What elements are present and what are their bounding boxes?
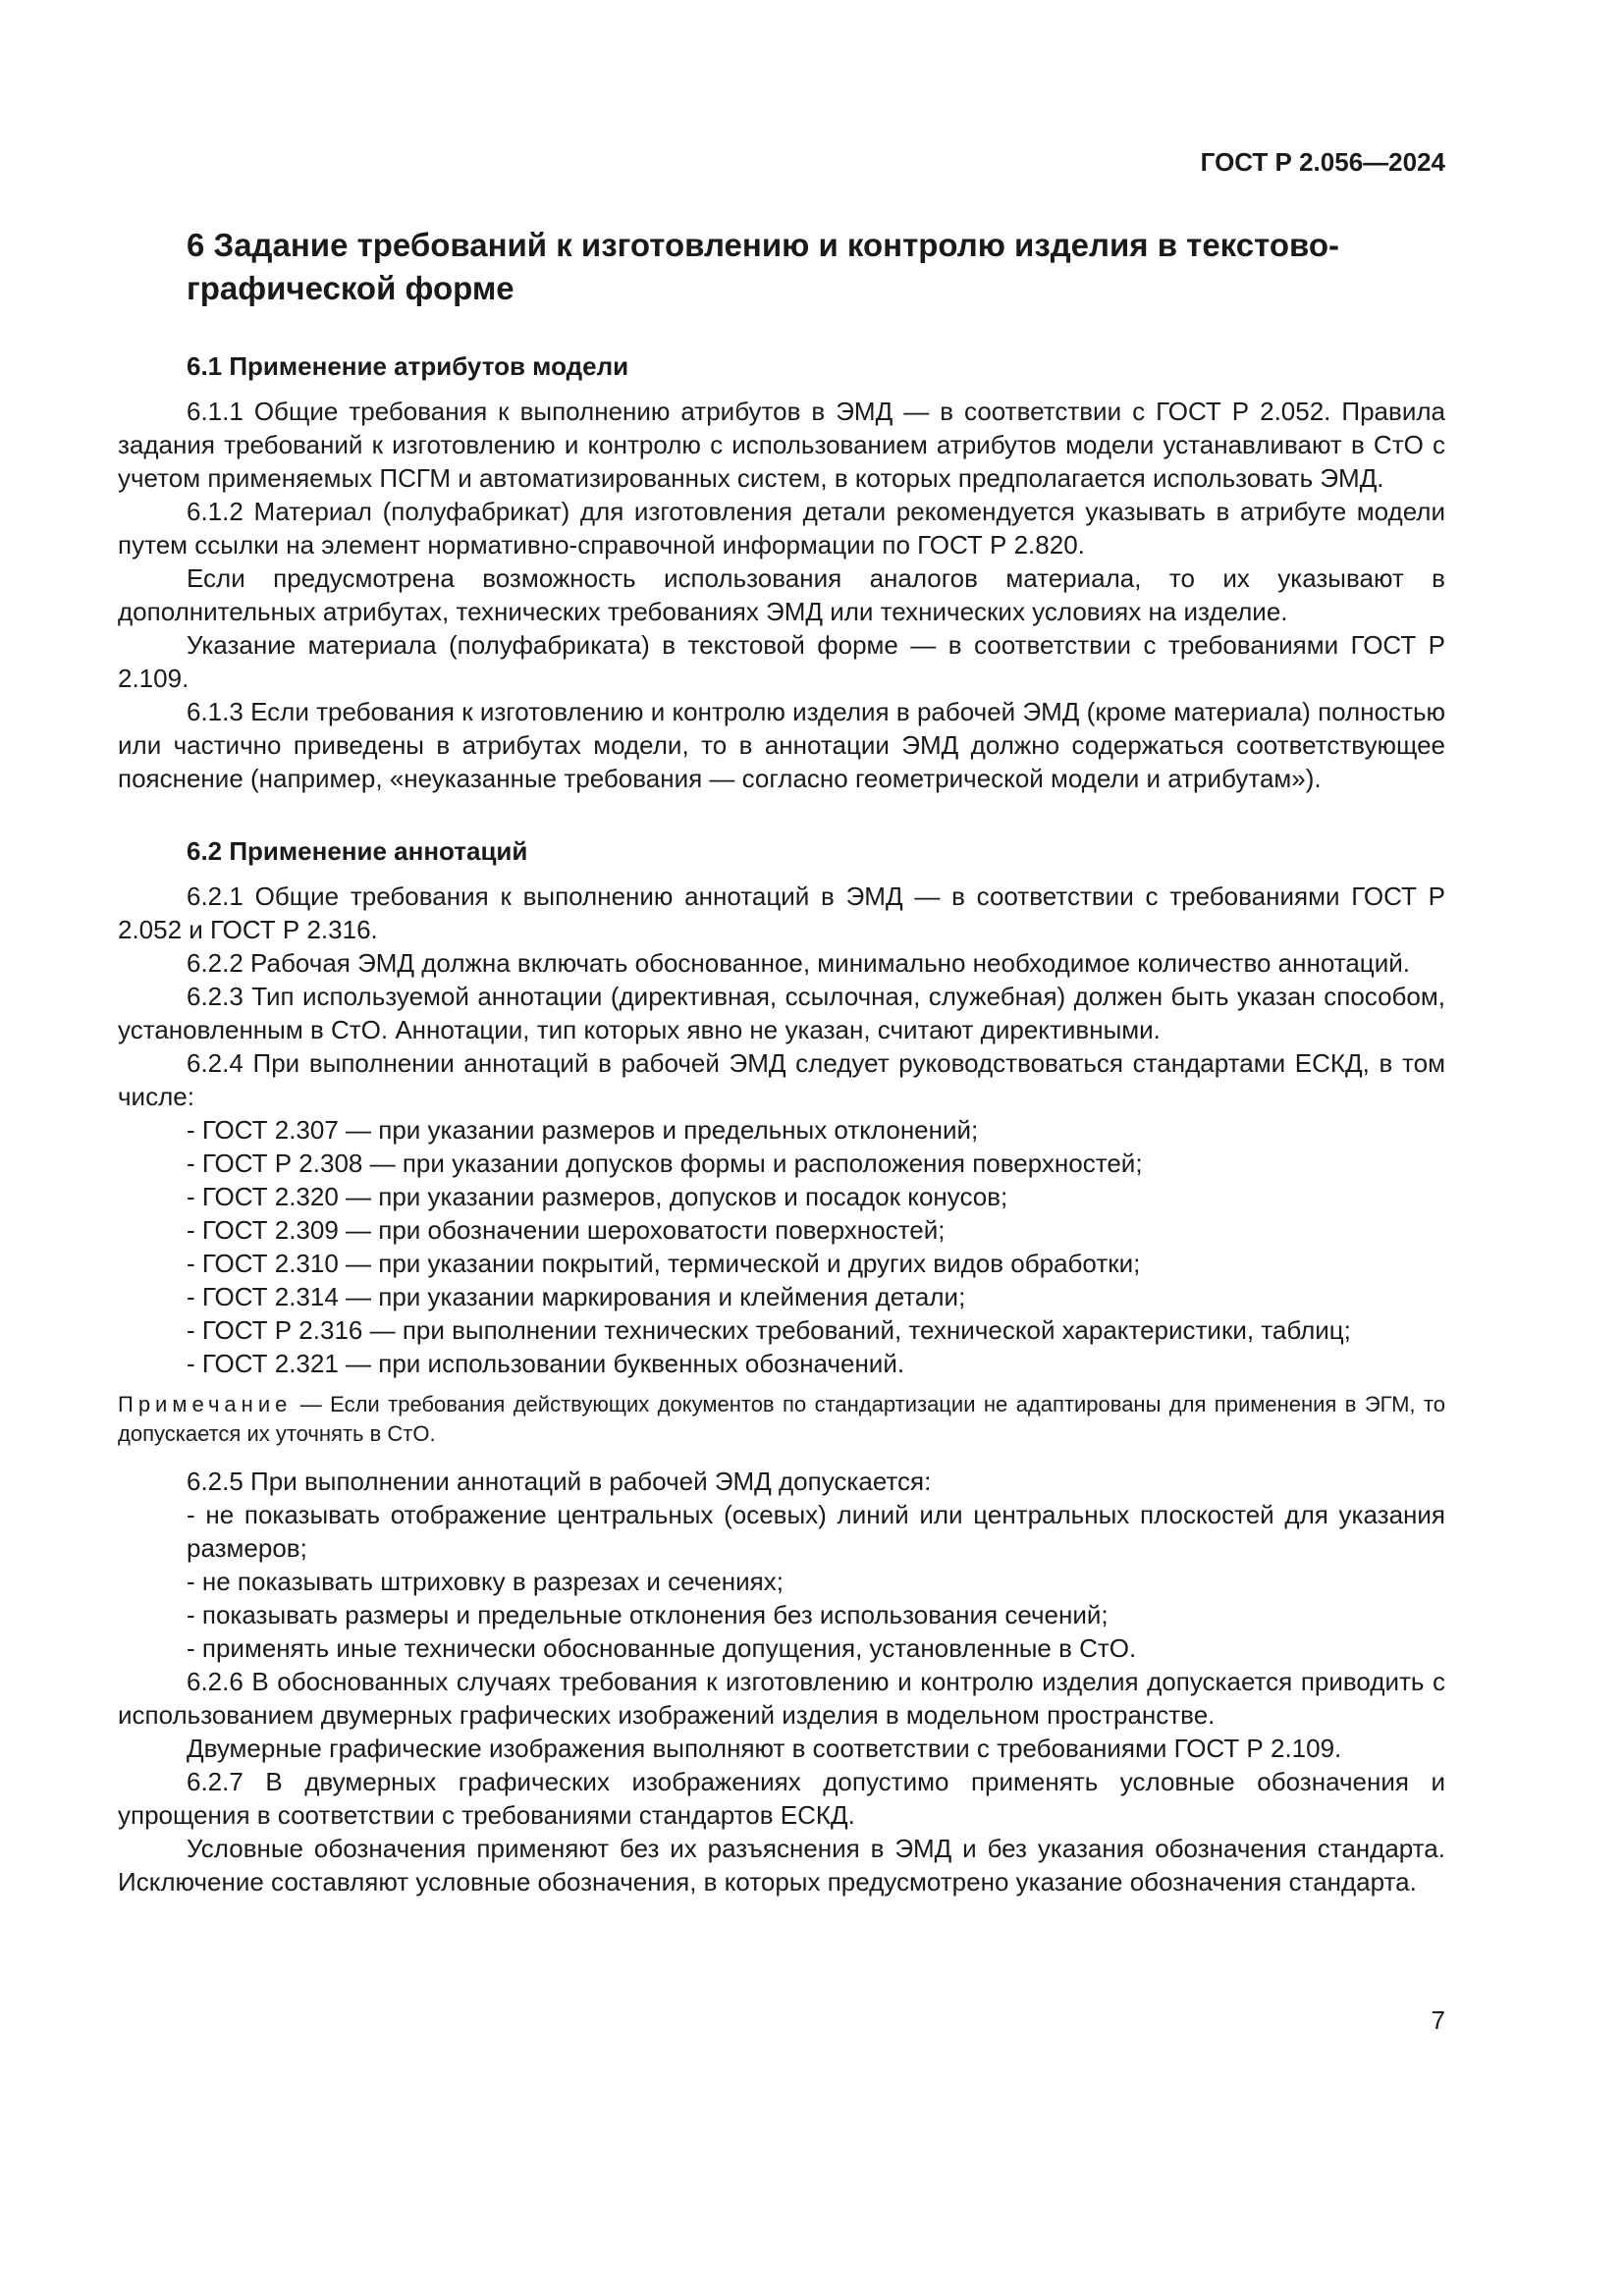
list-item: - ГОСТ Р 2.308 — при указании допусков формы и расположения поверхностей; xyxy=(187,1148,1143,1178)
chapter-title: 6 Задание требований к изготовлению и контролю изделия в текстово-графической форме xyxy=(187,227,1339,306)
document-header-id: ГОСТ Р 2.056—2024 xyxy=(1200,147,1445,177)
paragraph-6-2-7: 6.2.7 В двумерных графических изображениях допустимо применять условные обозначения и упрощения в соответствии с требованиями стандартов ЕСКД. xyxy=(118,1767,1445,1830)
list-item: - применять иные технически обоснованные допущения, установленные в СтО. xyxy=(187,1633,1137,1663)
paragraph-2d-images: Двумерные графические изображения выполняют в соответствии с требованиями ГОСТ Р 2.109. xyxy=(187,1734,1342,1763)
list-item: - не показывать штриховку в разрезах и сечениях; xyxy=(187,1567,784,1596)
paragraph-6-2-2: 6.2.2 Рабочая ЭМД должна включать обоснованное, минимально необходимое количество аннотаций. xyxy=(187,948,1410,978)
note-label: Примечание xyxy=(118,1392,293,1416)
paragraph-6-2-6: 6.2.6 В обоснованных случаях требования к изготовлению и контролю изделия допускается приводить с использованием двумерных графических изображений изделия в модельном пространстве. xyxy=(118,1667,1445,1730)
paragraph-6-1-2: 6.1.2 Материал (полуфабрикат) для изготовления детали рекомендуется указывать в атрибуте модели путем ссылки на элемент нормативно-справочной информации по ГОСТ Р 2.820. xyxy=(118,497,1445,560)
note xyxy=(118,1390,1445,1449)
list-item: - ГОСТ 2.307 — при указании размеров и предельных отклонений; xyxy=(187,1115,979,1145)
list-item: - не показывать отображение центральных (осевых) линий или центральных плоскостей для указания размеров; xyxy=(187,1500,1445,1563)
allowances-list xyxy=(118,1498,1445,1665)
paragraph-6-1-1: 6.1.1 Общие требования к выполнению атрибутов в ЭМД — в соответствии с ГОСТ Р 2.052. Правила задания требований к изготовлению и контролю с использованием атрибутов модели устанавливают в СтО с учетом применяемых ПСГМ и автоматизированных систем, в которых предполагается использовать ЭМД. xyxy=(118,397,1445,493)
list-item: - ГОСТ 2.309 — при обозначении шероховатости поверхностей; xyxy=(187,1215,946,1245)
section-6-1-title: 6.1 Применение атрибутов модели xyxy=(187,351,629,381)
list-item: - ГОСТ 2.314 — при указании маркирования и клеймения детали; xyxy=(187,1282,966,1311)
paragraph-6-1-3: 6.1.3 Если требования к изготовлению и контролю изделия в рабочей ЭМД (кроме материала) полностью или частично приведены в атрибутах модели, то в аннотации ЭМД должно содержаться соответствующее пояснение (например, «неуказанные требования — согласно геометрической модели и атрибутам»). xyxy=(118,697,1445,793)
paragraph-6-2-1: 6.2.1 Общие требования к выполнению аннотаций в ЭМД — в соответствии с требованиями ГОСТ Р 2.052 и ГОСТ Р 2.316. xyxy=(118,881,1445,944)
page-number: 7 xyxy=(1431,2005,1445,2035)
page-content xyxy=(118,224,1445,1898)
paragraph-6-2-3: 6.2.3 Тип используемой аннотации (директивная, ссылочная, служебная) должен быть указан способом, установленным в СтО. Аннотации, тип которых явно не указан, считают директивными. xyxy=(118,982,1445,1044)
paragraph-6-2-5: 6.2.5 При выполнении аннотаций в рабочей ЭМД допускается: xyxy=(187,1467,932,1496)
paragraph-analogs: Если предусмотрена возможность использования аналогов материала, то их указывают в дополнительных атрибутах, технических требованиях ЭМД или технических условиях на изделие. xyxy=(118,563,1445,626)
note-text: — Если требования действующих документов по стандартизации не адаптированы для применения в ЭГМ, то допускается их уточнять в СтО. xyxy=(118,1392,1445,1446)
paragraph-symbols: Условные обозначения применяют без их разъяснения в ЭМД и без указания обозначения стандарта. Исключение составляют условные обозначения, в которых предусмотрено указание обозначения стандарта. xyxy=(118,1834,1445,1896)
list-item: - ГОСТ Р 2.316 — при выполнении технических требований, технической характеристики, таблиц; xyxy=(187,1315,1351,1345)
paragraph-6-2-4: 6.2.4 При выполнении аннотаций в рабочей ЭМД следует руководствоваться стандартами ЕСКД, в том числе: xyxy=(118,1048,1445,1111)
list-item: - ГОСТ 2.321 — при использовании буквенных обозначений. xyxy=(187,1349,905,1378)
list-item: - показывать размеры и предельные отклонения без использования сечений; xyxy=(187,1600,1109,1629)
standards-list xyxy=(118,1113,1445,1380)
list-item: - ГОСТ 2.310 — при указании покрытий, термической и других видов обработки; xyxy=(187,1249,1141,1278)
section-6-2-title: 6.2 Применение аннотаций xyxy=(187,836,528,866)
list-item: - ГОСТ 2.320 — при указании размеров, допусков и посадок конусов; xyxy=(187,1182,1008,1211)
paragraph-material-text: Указание материала (полуфабриката) в текстовой форме — в соответствии с требованиями ГОСТ Р 2.109. xyxy=(118,630,1445,693)
